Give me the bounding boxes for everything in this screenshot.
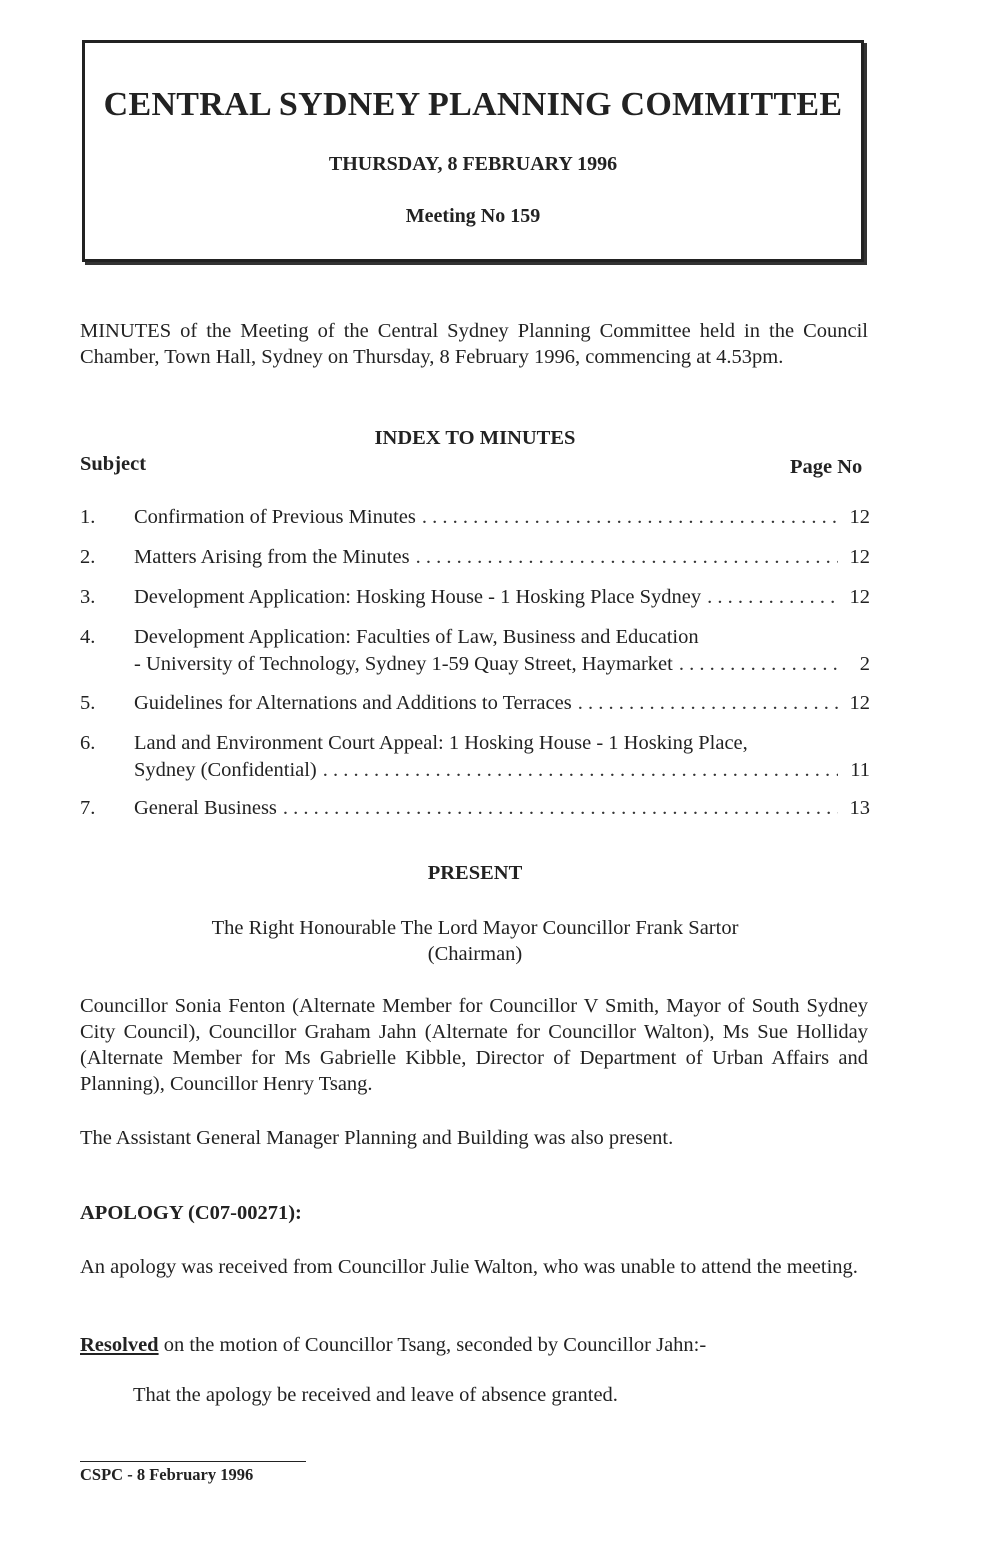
index-item-page: 12 (849, 506, 870, 528)
title-box (82, 40, 864, 262)
index-item-number: 6. (80, 732, 96, 754)
members-paragraph: Councillor Sonia Fenton (Alternate Member for Councillor V Smith, Mayor of South Sydney City Council), Councillor Graham Jahn (Alternate for Councillor Walton), Ms Sue Holliday (Alternate Member for Ms Gabrielle Kibble, Director of Department of Urban Affairs and Planning), Councillor Henry Tsang. (80, 995, 868, 1095)
dot-leader (283, 795, 838, 822)
index-item-number: 5. (80, 692, 96, 714)
dot-leader (422, 504, 838, 531)
index-item-text: Development Application: Faculties of Law, Business and Education (134, 626, 699, 648)
index-item-text: Land and Environment Court Appeal: 1 Hosking House - 1 Hosking Place, (134, 732, 748, 754)
index-item-text: Guidelines for Alternations and Additions to Terraces (134, 692, 572, 714)
index-item-text-continued: Sydney (Confidential) (134, 759, 317, 781)
index-item-page: 12 (849, 692, 870, 714)
index-item-number: 2. (80, 546, 96, 568)
apology-heading: APOLOGY (C07-00271): (80, 1202, 302, 1224)
dot-leader (578, 690, 838, 717)
index-item-number: 1. (80, 506, 96, 528)
footer-divider (80, 1461, 306, 1462)
index-item-number: 4. (80, 626, 96, 648)
index-item-page: 12 (849, 586, 870, 608)
chairman-role: (Chairman) (427, 943, 523, 965)
footer-label: CSPC - 8 February 1996 (80, 1465, 254, 1484)
index-item-page: 2 (859, 653, 870, 675)
meeting-date: THURSDAY, 8 FEBRUARY 1996 (328, 153, 618, 175)
dot-leader (416, 544, 838, 571)
index-item-text: Development Application: Hosking House - 1 Hosking Place Sydney (134, 586, 702, 608)
index-heading: INDEX TO MINUTES (374, 427, 576, 449)
resolved-text: on the motion of Councillor Tsang, seconded by Councillor Jahn:- (158, 1334, 707, 1356)
index-item-text: General Business (134, 797, 277, 819)
intro-paragraph: MINUTES of the Meeting of the Central Sydney Planning Committee held in the Council Chamber, Town Hall, Sydney on Thursday, 8 February 1996, commencing at 4.53pm. (80, 320, 868, 368)
index-item-text-continued: - University of Technology, Sydney 1-59 Quay Street, Haymarket (134, 653, 673, 675)
apology-paragraph: An apology was received from Councillor Julie Walton, who was unable to attend the meeting. (80, 1256, 858, 1278)
also-present-paragraph: The Assistant General Manager Planning and Building was also present. (80, 1127, 674, 1149)
index-item-text: Confirmation of Previous Minutes (134, 506, 416, 528)
index-page-label: Page No (790, 456, 863, 478)
present-heading: PRESENT (427, 862, 523, 884)
index-item-text: Matters Arising from the Minutes (134, 546, 410, 568)
chairman-name: The Right Honourable The Lord Mayor Councillor Frank Sartor (211, 917, 739, 939)
committee-title: CENTRAL SYDNEY PLANNING COMMITTEE (103, 86, 843, 123)
dot-leader (707, 584, 838, 611)
index-item-number: 7. (80, 797, 96, 819)
resolution-paragraph (80, 1332, 868, 1358)
meeting-number: Meeting No 159 (405, 205, 541, 227)
index-subject-label: Subject (80, 453, 147, 475)
resolution-text: That the apology be received and leave of absence granted. (133, 1384, 618, 1406)
index-item-number: 3. (80, 586, 96, 608)
index-item-page: 12 (849, 546, 870, 568)
index-item-page: 11 (850, 759, 870, 781)
resolved-label: Resolved (80, 1334, 159, 1356)
dot-leader (323, 757, 838, 784)
dot-leader (679, 651, 838, 678)
index-item-page: 13 (849, 797, 870, 819)
